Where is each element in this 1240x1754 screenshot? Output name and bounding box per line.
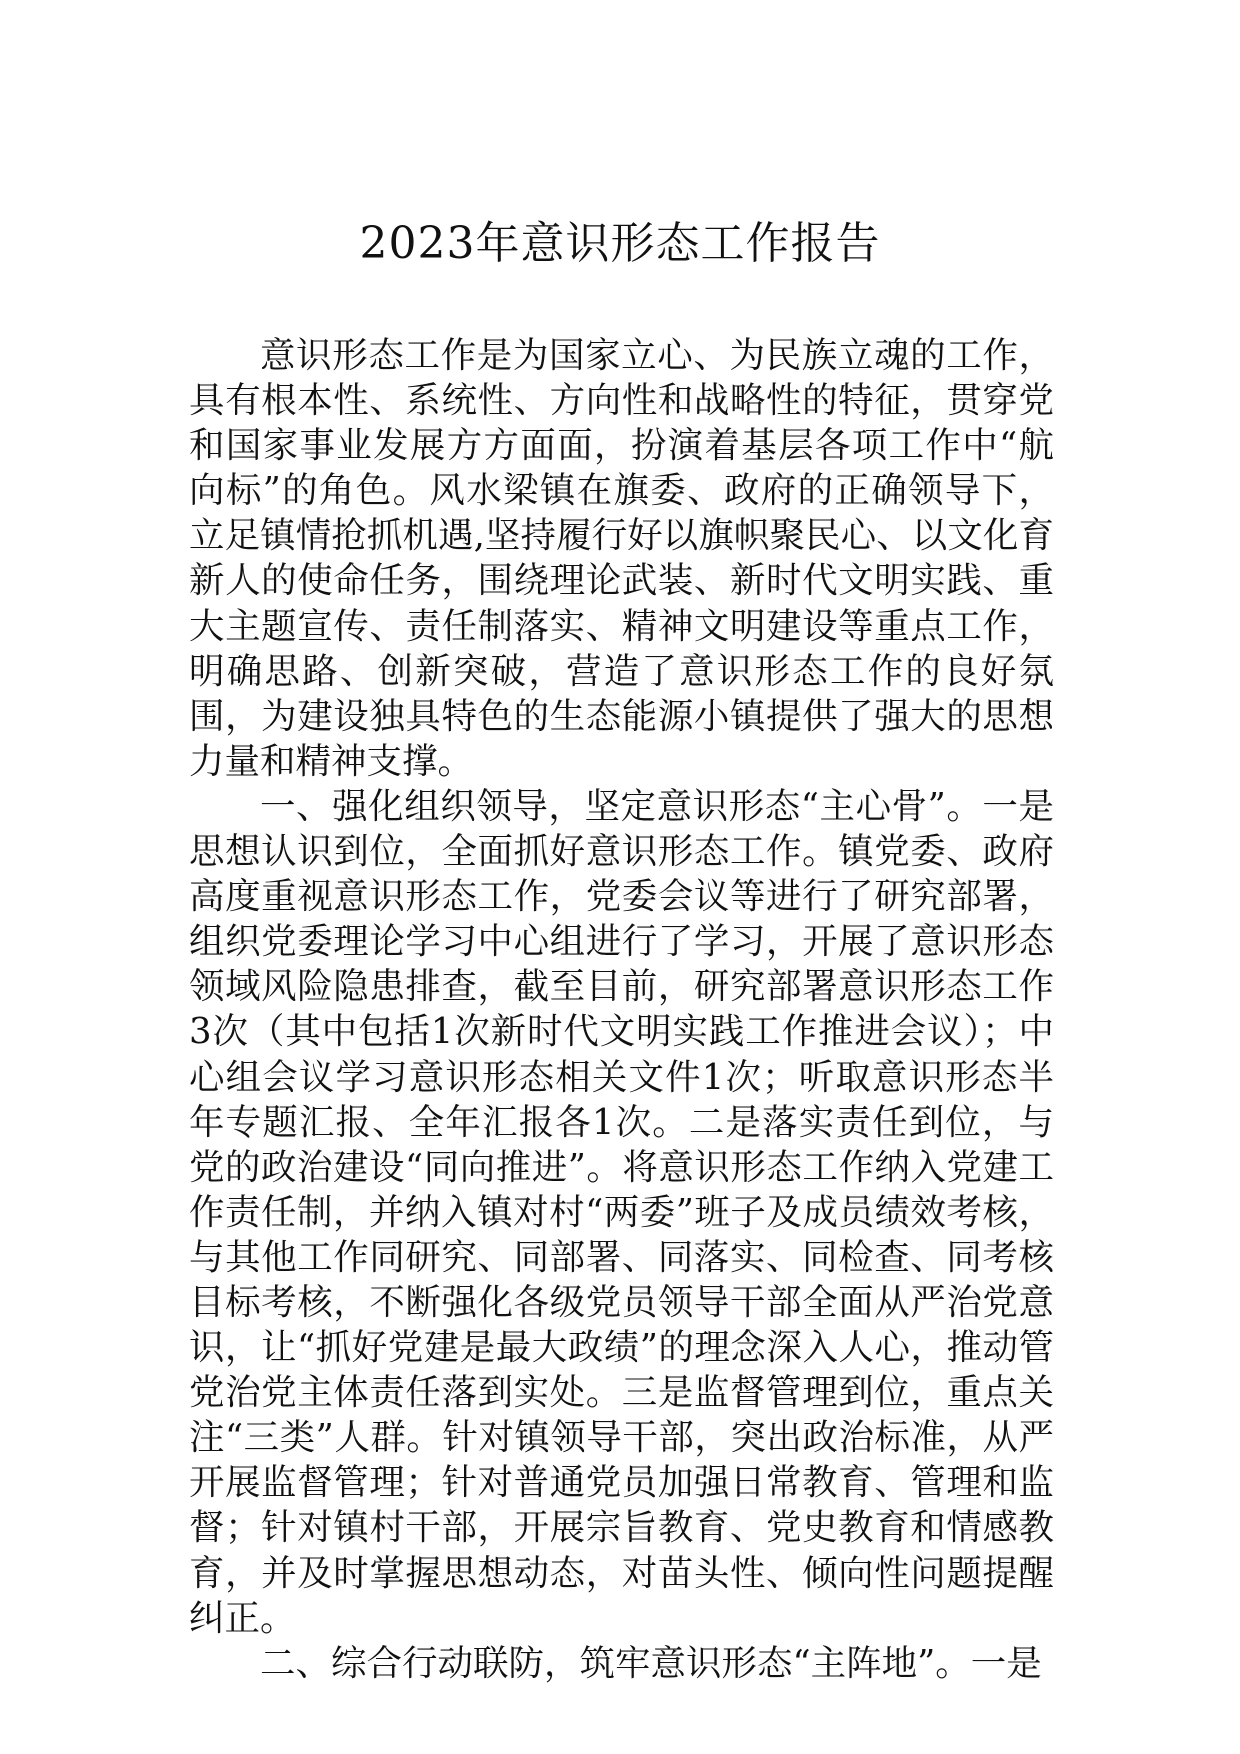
document-title: 2023年意识形态工作报告 [359, 218, 881, 269]
paragraph-section-one: 一、强化组织领导，坚定意识形态“主心骨”。一是思想认识到位，全面抓好意识形态工作。镇党委、政府高度重视意识形态工作，党委会议等进行了研究部署，组织党委理论学习中心组进行了学习，开展了意识形态领域风险隐患排查，截至目前，研究部署意识形态工作3次（其中包括1次新时代文明实践工作推进会议）；中心组会议学习意识形态相关文件1次；听取意识形态半年专题汇报、全年汇报各1次。二是落实责任到位，与党的政治建设“同向推进”。将意识形态工作纳入党建工作责任制，并纳入镇对村“两委”班子及成员绩效考核，与其他工作同研究、同部署、同落实、同检查、同考核目标考核，不断强化各级党员领导干部全面从严治党意识，让“抓好党建是最大政绩”的理念深入人心，推动管党治党主体责任落到实处。三是监督管理到位，重点关注“三类”人群。针对镇领导干部，突出政治标准，从严开展监督管理；针对普通党员加强日常教育、管理和监督；针对镇村干部，开展宗旨教育、党史教育和情感教育，并及时掌握思想动态，对苗头性、倾向性问题提醒纠正。 [189, 785, 1054, 1639]
document-body [189, 333, 1054, 1686]
paragraph-intro: 意识形态工作是为国家立心、为民族立魂的工作，具有根本性、系统性、方向性和战略性的特征，贯穿党和国家事业发展方方面面，扮演着基层各项工作中“航向标”的角色。风水梁镇在旗委、政府的正确领导下，立足镇情抢抓机遇,坚持履行好以旗帜聚民心、以文化育新人的使命任务，围绕理论武装、新时代文明实践、重大主题宣传、责任制落实、精神文明建设等重点工作，明确思路、创新突破，营造了意识形态工作的良好氛围，为建设独具特色的生态能源小镇提供了强大的思想力量和精神支撑。 [189, 335, 1054, 782]
paragraph-section-two: 二、综合行动联防，筑牢意识形态“主阵地”。一是 [260, 1642, 1042, 1684]
